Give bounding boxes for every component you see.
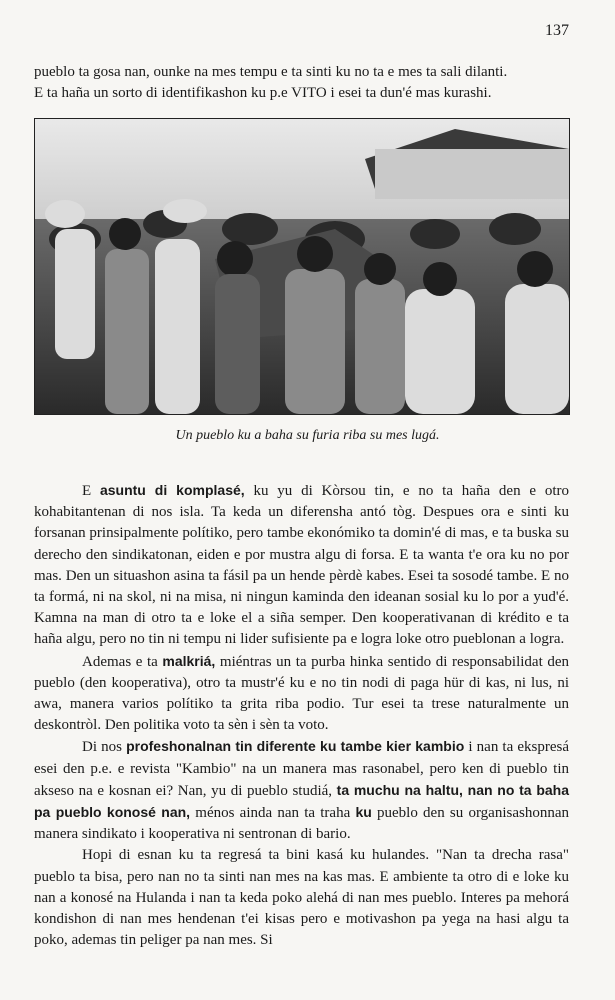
text-run: pueblo den su organisashonnan manera sindikato i kooperativa ni sentronan di bario. (34, 805, 569, 843)
text-run: i nan ta ekspresá esei den p.e. e revista "Kambio" na un manera mas rasonabel, pero ken di pueblo tin akseso na e kosnan ei? Nan, yu di pueblo studiá, (34, 739, 570, 799)
intro-line: pueblo ta gosa nan, ounke na mes tempu e ta sinti ku no ta e mes ta sali dilanti. (34, 64, 508, 80)
intro-text (34, 62, 579, 104)
bold-phrase: ta muchu na haltu, nan no ta baha pa pueblo konosé nan, (34, 781, 569, 821)
intro-line: E ta haña un sorto di identifikashon ku p.e VITO i esei ta dun'é mas kurashi. (34, 85, 492, 101)
text-run: Di nos (82, 739, 127, 756)
body-text (34, 480, 569, 951)
bold-phrase: profeshonalnan tin diferente ku tambe kier kambio (126, 738, 465, 755)
text-run: E (82, 483, 100, 499)
paragraph (34, 736, 569, 845)
crowd-photo-illustration (35, 119, 569, 414)
bold-phrase: ku (355, 804, 372, 821)
text-run: miéntras un ta purba hinka sentido di responsabilidat den pueblo (den kooperativa), otro ta mustr'é ku e no tin nodi di paga hür di kas, ni lus, ni awa, manera varios polítiko ta grita riba podio. Tur esei ta trese naturalmente un deskontròl. Den politika voto ta sèn i sèn ta voto. (34, 653, 569, 734)
text-run: ménos ainda nan ta traha (190, 805, 356, 822)
bold-phrase: asuntu di komplasé, (99, 482, 245, 498)
paragraph (34, 845, 569, 951)
text-run: ku yu di Kòrsou tin, e no ta haña den e otro kohabitantenan di nos isla. Ta keda un diferensha antó tòg. Despues ora e sinti ku forsanan prinsipalmente polítiko, pero tambe ekonómiko ta domin'é di mas, e ta buska su derecho den sindikatonan, eiden e por mustra algu di forsa. E ta wanta t'e ora ku no por mas. Den un situashon asina ta fásil pa un hende pèrdè kabes. Esei ta sosodé tambe. E no ta formá, ni na skol, ni na misa, ni ningun kaminda den ideanan sosial ku lo por a yud'é. Kamna na man di otro ta e loke el a siña semper. Den kooperativanan di krédito e ta haña algu, pero no tin ni tempu ni lider sufisiente pa e logra loke otro pueblonan a logra. (34, 483, 569, 648)
paragraph (34, 480, 569, 651)
crowd-photo (34, 118, 570, 415)
text-run: Hopi di esnan ku ta regresá ta bini kasá ku hulandes. "Nan ta drecha rasa" pueblo ta bisa, pero nan no ta sinti nan mes na kas mas. E ambiente ta otro di e loke ku nan a konosé na Hulanda i nan ta keda poko alehá di nan mes pueblo. Interes pa mehorá kondishon di nan mes hendenan t'ei kisas pero e motivashon pa yega na hasi algu ta poko, ademas tin peliger pa nan mes. Si (34, 847, 569, 949)
page-number: 137 (545, 22, 569, 39)
text-run: Ademas e ta (82, 653, 163, 670)
bold-phrase: malkriá, (162, 652, 216, 669)
photo-caption: Un pueblo ku a baha su furia riba su mes lugá. (175, 428, 440, 443)
paragraph (34, 651, 569, 737)
